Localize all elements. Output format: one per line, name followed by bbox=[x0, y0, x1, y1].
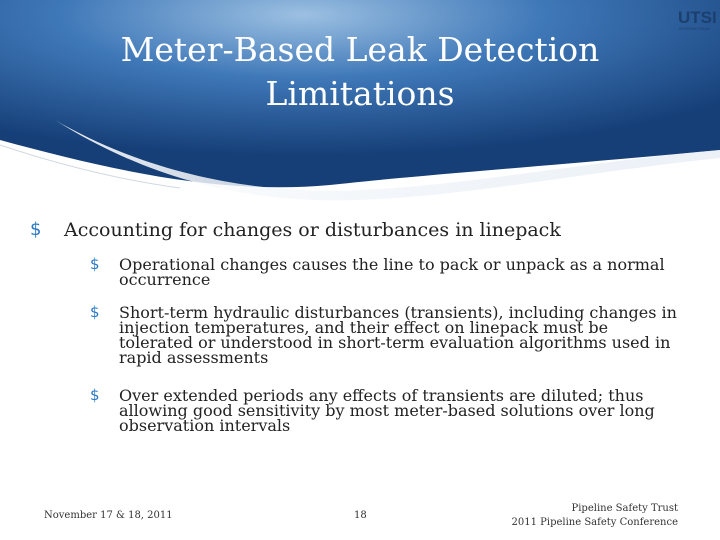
bullet-sub-1 bbox=[90, 257, 680, 287]
utsi-logo bbox=[677, 4, 717, 34]
bullet-main-text: Accounting for changes or disturbances in linepack bbox=[64, 219, 561, 241]
bullet-s-icon: $ bbox=[90, 303, 100, 321]
svg-text:INTERNATIONAL: INTERNATIONAL bbox=[679, 26, 711, 31]
svg-text:UTSI: UTSI bbox=[678, 8, 717, 27]
footer-date: November 17 & 18, 2011 bbox=[44, 510, 173, 521]
bullet-sub-1-text: Operational changes causes the line to pack or unpack as a normal occurrence bbox=[119, 255, 665, 289]
bullet-s-icon: $ bbox=[90, 255, 100, 273]
footer-org-line-1: Pipeline Safety Trust bbox=[571, 503, 678, 514]
footer-page-number: 18 bbox=[354, 510, 367, 521]
bullet-sub-2 bbox=[90, 305, 680, 365]
title-line-2: Limitations bbox=[265, 74, 455, 113]
bullet-main bbox=[30, 219, 690, 241]
footer-org-line-2: 2011 Pipeline Safety Conference bbox=[511, 517, 678, 528]
slide-title bbox=[60, 28, 660, 116]
bullet-sub-2-text: Short-term hydraulic disturbances (transients), including changes in injection temperatures, and their effect on linepack must be tolerated or understood in short-term evaluation algorithms used in rapid assessments bbox=[119, 303, 677, 367]
title-line-1: Meter-Based Leak Detection bbox=[120, 30, 600, 69]
bullet-s-icon: $ bbox=[90, 386, 100, 404]
footer-conference bbox=[500, 502, 678, 530]
bullet-sub-3 bbox=[90, 388, 680, 433]
bullet-sub-3-text: Over extended periods any effects of transients are diluted; thus allowing good sensitivity by most meter-based solutions over long observation intervals bbox=[119, 386, 655, 435]
bullet-s-icon: $ bbox=[30, 219, 42, 240]
